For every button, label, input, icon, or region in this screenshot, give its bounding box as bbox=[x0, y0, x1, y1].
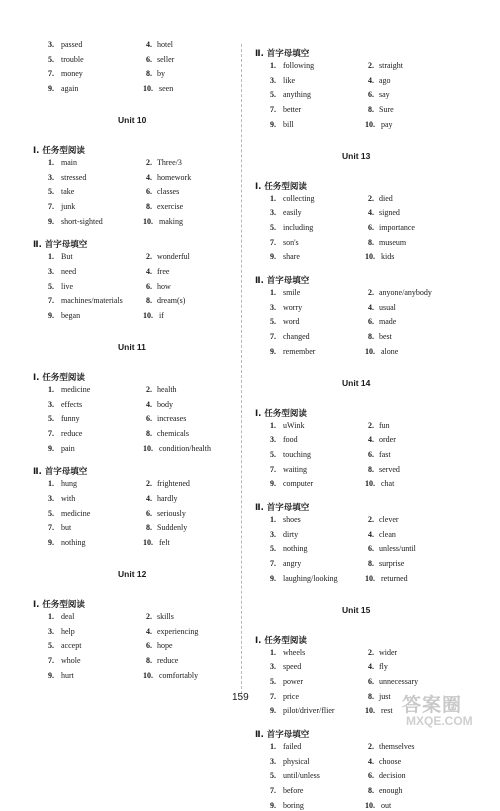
answer-text: rest bbox=[381, 706, 393, 716]
question-number: 9. bbox=[270, 479, 276, 489]
question-number: 7. bbox=[270, 559, 276, 569]
question-number: 5. bbox=[48, 641, 54, 651]
question-number: 8. bbox=[146, 523, 152, 533]
question-number: 3. bbox=[270, 662, 276, 672]
answer-text: remember bbox=[283, 346, 316, 356]
answer-text: speed bbox=[283, 662, 302, 672]
answer-text: felt bbox=[159, 538, 170, 548]
answer-text: exercise bbox=[157, 201, 184, 211]
answer-text: with bbox=[61, 494, 76, 503]
question-number: 1. bbox=[270, 61, 276, 70]
answer-text: returned bbox=[381, 573, 408, 583]
answer-text: until/unless bbox=[283, 771, 320, 781]
question-number: 4. bbox=[146, 494, 152, 503]
question-number: 5. bbox=[48, 281, 54, 291]
question-number: 5. bbox=[270, 317, 276, 327]
question-number: 9. bbox=[48, 670, 54, 680]
question-number: 3. bbox=[270, 756, 276, 766]
question-number: 10. bbox=[365, 252, 375, 262]
answer-text: smile bbox=[283, 288, 301, 297]
answer-text: museum bbox=[379, 237, 407, 247]
answer-text: seller bbox=[157, 54, 175, 64]
question-number: 5. bbox=[270, 90, 276, 100]
answer-text: seriously bbox=[157, 508, 186, 518]
answer-text: need bbox=[61, 267, 77, 276]
answer-text: classes bbox=[157, 187, 180, 197]
answer-text: easily bbox=[283, 208, 302, 218]
question-number: 4. bbox=[368, 529, 374, 539]
question-number: 9. bbox=[48, 84, 54, 94]
answer-text: experiencing bbox=[157, 626, 199, 636]
question-number: 3. bbox=[48, 40, 54, 49]
answer-text: fast bbox=[379, 449, 391, 459]
answer-text: importance bbox=[379, 222, 415, 232]
answer-text: better bbox=[283, 105, 302, 115]
question-number: 3. bbox=[270, 435, 276, 445]
answer-text: fun bbox=[379, 420, 390, 430]
answer-text: nothing bbox=[61, 538, 86, 548]
answer-text: short-sighted bbox=[61, 216, 103, 226]
answer-text: pay bbox=[381, 119, 393, 129]
question-number: 4. bbox=[368, 662, 374, 672]
answer-text: Suddenly bbox=[157, 523, 188, 533]
answer-text: began bbox=[61, 311, 81, 321]
column-divider bbox=[241, 44, 242, 694]
question-number: 5. bbox=[270, 544, 276, 554]
answer-text: frightened bbox=[157, 479, 190, 489]
question-number: 8. bbox=[368, 237, 374, 247]
question-number: 9. bbox=[270, 800, 276, 810]
section-heading: Ⅱ. 首字母填空 bbox=[33, 467, 88, 478]
answer-text: share bbox=[283, 252, 300, 262]
answer-text: decision bbox=[379, 771, 406, 781]
answer-text: unnecessary bbox=[379, 676, 419, 686]
watermark-url: MXQE.COM bbox=[406, 714, 473, 728]
question-number: 1. bbox=[48, 611, 54, 621]
question-number: 9. bbox=[270, 706, 276, 716]
question-number: 4. bbox=[146, 399, 152, 409]
answer-text: effects bbox=[61, 399, 83, 409]
answer-text: clean bbox=[379, 529, 396, 539]
question-number: 9. bbox=[270, 252, 276, 262]
question-number: 3. bbox=[270, 302, 276, 312]
question-number: 2. bbox=[146, 479, 152, 489]
answer-text: themselves bbox=[379, 742, 415, 751]
question-number: 1. bbox=[270, 193, 276, 203]
question-number: 7. bbox=[270, 237, 276, 247]
question-number: 2. bbox=[368, 515, 374, 524]
section-heading: Ⅱ. 首字母填空 bbox=[255, 730, 310, 740]
answer-text: changed bbox=[283, 332, 310, 342]
watermark-logo bbox=[402, 690, 498, 733]
answer-text: fly bbox=[379, 662, 388, 672]
question-number: 6. bbox=[146, 281, 152, 291]
question-number: 5. bbox=[48, 187, 54, 197]
answer-text: condition/health bbox=[159, 443, 211, 453]
answer-text: collecting bbox=[283, 193, 315, 203]
section-heading: Ⅰ. 任务型阅读 bbox=[33, 599, 85, 610]
section-heading: Ⅰ. 任务型阅读 bbox=[255, 635, 307, 646]
answer-text: wider bbox=[379, 647, 398, 657]
answer-text: health bbox=[157, 384, 177, 394]
question-number: 1. bbox=[48, 384, 54, 394]
answer-text: hope bbox=[157, 641, 173, 651]
question-number: 3. bbox=[48, 399, 54, 409]
question-number: 9. bbox=[270, 346, 276, 356]
question-number: 3. bbox=[48, 172, 54, 182]
answer-text: trouble bbox=[61, 54, 84, 64]
answer-text: dirty bbox=[283, 529, 299, 539]
question-number: 4. bbox=[368, 302, 374, 312]
answer-text: money bbox=[61, 69, 83, 79]
answer-text: hung bbox=[61, 479, 77, 489]
answer-text: word bbox=[283, 317, 300, 327]
question-number: 6. bbox=[368, 317, 374, 327]
answer-text: again bbox=[61, 84, 79, 94]
question-number: 7. bbox=[270, 105, 276, 115]
question-number: 9. bbox=[48, 216, 54, 226]
question-number: 5. bbox=[48, 508, 54, 518]
unit-title: Unit 15 bbox=[342, 604, 371, 615]
question-number: 6. bbox=[368, 676, 374, 686]
question-number: 8. bbox=[146, 428, 152, 438]
answer-text: pilot/driver/flier bbox=[283, 706, 335, 716]
question-number: 5. bbox=[270, 449, 276, 459]
answer-text: by bbox=[157, 69, 165, 79]
answer-text: say bbox=[379, 90, 390, 100]
answer-text: enough bbox=[379, 786, 403, 796]
answer-text: making bbox=[159, 216, 183, 226]
answer-text: physical bbox=[283, 756, 310, 766]
answer-text: son's bbox=[283, 237, 299, 247]
answer-text: signed bbox=[379, 208, 400, 218]
answer-text: seen bbox=[159, 84, 174, 94]
answer-text: worry bbox=[283, 302, 303, 312]
answer-text: hardly bbox=[157, 494, 178, 503]
question-number: 3. bbox=[270, 529, 276, 539]
question-number: 4. bbox=[368, 75, 374, 85]
answer-text: angry bbox=[283, 559, 302, 569]
question-number: 1. bbox=[270, 742, 276, 751]
answer-text: shoes bbox=[283, 515, 301, 524]
question-number: 2. bbox=[146, 252, 152, 262]
question-number: 6. bbox=[368, 90, 374, 100]
answer-text: but bbox=[61, 523, 72, 533]
question-number: 10. bbox=[365, 800, 375, 810]
answer-text: take bbox=[61, 187, 75, 197]
answer-text: made bbox=[379, 317, 397, 327]
question-number: 1. bbox=[270, 647, 276, 657]
unit-title: Unit 14 bbox=[342, 377, 371, 388]
question-number: 8. bbox=[146, 201, 152, 211]
question-number: 6. bbox=[368, 771, 374, 781]
answer-text: laughing/looking bbox=[283, 573, 338, 583]
question-number: 1. bbox=[48, 479, 54, 489]
answer-text: nothing bbox=[283, 544, 308, 554]
section-heading: Ⅱ. 首字母填空 bbox=[255, 49, 310, 59]
answer-text: passed bbox=[61, 40, 83, 49]
section-heading: Ⅰ. 任务型阅读 bbox=[33, 372, 85, 383]
answer-text: like bbox=[283, 75, 295, 85]
answer-text: help bbox=[61, 626, 75, 636]
answer-text: alone bbox=[381, 346, 399, 356]
answer-text: stressed bbox=[61, 172, 87, 182]
answer-text: reduce bbox=[61, 428, 83, 438]
answer-text: free bbox=[157, 267, 170, 276]
answer-text: died bbox=[379, 193, 393, 203]
question-number: 8. bbox=[368, 332, 374, 342]
section-heading: Ⅱ. 首字母填空 bbox=[255, 503, 310, 513]
question-number: 2. bbox=[368, 288, 374, 297]
answer-text: how bbox=[157, 281, 171, 291]
section-heading: Ⅰ. 任务型阅读 bbox=[33, 145, 85, 156]
question-number: 1. bbox=[48, 157, 54, 167]
question-number: 10. bbox=[143, 670, 153, 680]
question-number: 4. bbox=[146, 626, 152, 636]
question-number: 5. bbox=[48, 54, 54, 64]
question-number: 2. bbox=[146, 157, 152, 167]
question-number: 4. bbox=[368, 435, 374, 445]
question-number: 10. bbox=[143, 538, 153, 548]
answer-text: increases bbox=[157, 414, 187, 424]
answer-text: choose bbox=[379, 756, 402, 766]
answer-text: before bbox=[283, 786, 304, 796]
answer-text: computer bbox=[283, 479, 314, 489]
answer-text: chat bbox=[381, 479, 395, 489]
question-number: 8. bbox=[368, 691, 374, 701]
section-heading: Ⅱ. 首字母填空 bbox=[255, 276, 310, 286]
answer-text: out bbox=[381, 800, 392, 810]
question-number: 1. bbox=[270, 420, 276, 430]
answer-text: pain bbox=[61, 443, 75, 453]
answer-text: But bbox=[61, 252, 73, 262]
question-number: 6. bbox=[368, 222, 374, 232]
answer-text: wheels bbox=[283, 647, 306, 657]
answer-text: Sure bbox=[379, 105, 394, 115]
unit-title: Unit 11 bbox=[118, 341, 146, 352]
answer-text: usual bbox=[379, 302, 396, 312]
answer-text: clever bbox=[379, 515, 399, 524]
answer-text: surprise bbox=[379, 559, 405, 569]
answer-text: hotel bbox=[157, 40, 173, 49]
question-number: 6. bbox=[146, 641, 152, 651]
answer-text: kids bbox=[381, 252, 395, 262]
answer-text: unless/until bbox=[379, 544, 416, 554]
answer-text: touching bbox=[283, 449, 311, 459]
answer-text: uWink bbox=[283, 420, 305, 430]
question-number: 7. bbox=[270, 332, 276, 342]
question-number: 6. bbox=[146, 187, 152, 197]
question-number: 8. bbox=[368, 559, 374, 569]
question-number: 6. bbox=[368, 544, 374, 554]
answer-text: skills bbox=[157, 611, 174, 621]
question-number: 4. bbox=[368, 208, 374, 218]
question-number: 2. bbox=[368, 647, 374, 657]
question-number: 3. bbox=[48, 267, 54, 276]
question-number: 4. bbox=[146, 267, 152, 276]
question-number: 10. bbox=[143, 84, 153, 94]
question-number: 7. bbox=[48, 69, 54, 79]
question-number: 9. bbox=[270, 573, 276, 583]
answer-text: price bbox=[283, 691, 299, 701]
question-number: 3. bbox=[270, 208, 276, 218]
question-number: 10. bbox=[365, 573, 375, 583]
question-number: 7. bbox=[48, 523, 54, 533]
answer-text: junk bbox=[61, 201, 76, 211]
question-number: 1. bbox=[48, 252, 54, 262]
section-heading: Ⅰ. 任务型阅读 bbox=[255, 181, 307, 192]
question-number: 3. bbox=[48, 626, 54, 636]
answer-text: whole bbox=[61, 655, 81, 665]
answer-text: wonderful bbox=[157, 252, 190, 262]
answer-text: live bbox=[61, 281, 73, 291]
question-number: 7. bbox=[270, 786, 276, 796]
answer-text: reduce bbox=[157, 655, 179, 665]
question-number: 6. bbox=[146, 414, 152, 424]
question-number: 10. bbox=[143, 443, 153, 453]
question-number: 10. bbox=[143, 311, 153, 321]
question-number: 2. bbox=[146, 384, 152, 394]
answer-text: best bbox=[379, 332, 392, 342]
answer-text: hurt bbox=[61, 670, 74, 680]
answer-text: boring bbox=[283, 800, 304, 810]
question-number: 8. bbox=[146, 69, 152, 79]
answer-text: served bbox=[379, 464, 400, 474]
question-number: 2. bbox=[368, 61, 374, 70]
question-number: 10. bbox=[365, 119, 375, 129]
unit-title: Unit 13 bbox=[342, 150, 371, 161]
question-number: 8. bbox=[146, 296, 152, 306]
section-heading: Ⅱ. 首字母填空 bbox=[33, 240, 88, 251]
answer-text: funny bbox=[61, 414, 80, 424]
question-number: 5. bbox=[270, 771, 276, 781]
question-number: 7. bbox=[48, 296, 54, 306]
question-number: 3. bbox=[270, 75, 276, 85]
answer-text: failed bbox=[283, 742, 302, 751]
answer-text: body bbox=[157, 399, 173, 409]
answer-text: machines/materials bbox=[61, 296, 123, 306]
question-number: 1. bbox=[270, 515, 276, 524]
answer-text: following bbox=[283, 61, 315, 70]
question-number: 8. bbox=[368, 464, 374, 474]
answer-text: just bbox=[379, 691, 391, 701]
answer-text: medicine bbox=[61, 508, 91, 518]
question-number: 9. bbox=[48, 443, 54, 453]
answer-text: order bbox=[379, 435, 396, 445]
question-number: 6. bbox=[368, 449, 374, 459]
question-number: 7. bbox=[48, 201, 54, 211]
question-number: 5. bbox=[48, 414, 54, 424]
answer-text: Three/3 bbox=[157, 157, 182, 167]
question-number: 10. bbox=[365, 706, 375, 716]
question-number: 8. bbox=[368, 786, 374, 796]
answer-text: power bbox=[283, 676, 303, 686]
answer-text: dream(s) bbox=[157, 296, 186, 306]
answer-text: main bbox=[61, 157, 77, 167]
question-number: 2. bbox=[368, 420, 374, 430]
question-number: 10. bbox=[365, 479, 375, 489]
answer-text: medicine bbox=[61, 384, 91, 394]
question-number: 7. bbox=[270, 464, 276, 474]
question-number: 1. bbox=[270, 288, 276, 297]
answer-text: straight bbox=[379, 61, 403, 70]
answer-text: anyone/anybody bbox=[379, 288, 432, 297]
answer-text: food bbox=[283, 435, 298, 445]
question-number: 5. bbox=[270, 676, 276, 686]
question-number: 4. bbox=[146, 40, 152, 49]
answer-text: chemicals bbox=[157, 428, 189, 438]
question-number: 7. bbox=[48, 655, 54, 665]
page-number: 159 bbox=[232, 692, 249, 703]
question-number: 6. bbox=[146, 54, 152, 64]
question-number: 8. bbox=[146, 655, 152, 665]
answer-text: deal bbox=[61, 611, 75, 621]
question-number: 9. bbox=[270, 119, 276, 129]
answer-text: if bbox=[159, 311, 164, 321]
answer-text: anything bbox=[283, 90, 311, 100]
question-number: 10. bbox=[143, 216, 153, 226]
answer-text: comfortably bbox=[159, 670, 199, 680]
answer-text: bill bbox=[283, 119, 294, 129]
answer-text: homework bbox=[157, 172, 192, 182]
question-number: 5. bbox=[270, 222, 276, 232]
unit-title: Unit 12 bbox=[118, 568, 147, 579]
answer-text: including bbox=[283, 222, 314, 232]
question-number: 3. bbox=[48, 494, 54, 503]
question-number: 7. bbox=[270, 691, 276, 701]
question-number: 2. bbox=[146, 611, 152, 621]
answer-text: accept bbox=[61, 641, 82, 651]
question-number: 9. bbox=[48, 538, 54, 548]
question-number: 8. bbox=[368, 105, 374, 115]
question-number: 4. bbox=[146, 172, 152, 182]
question-number: 2. bbox=[368, 742, 374, 751]
question-number: 6. bbox=[146, 508, 152, 518]
question-number: 7. bbox=[48, 428, 54, 438]
section-heading: Ⅰ. 任务型阅读 bbox=[255, 408, 307, 419]
unit-title: Unit 10 bbox=[118, 114, 147, 125]
question-number: 10. bbox=[365, 346, 375, 356]
question-number: 9. bbox=[48, 311, 54, 321]
watermark-logo-text: 答案圈 bbox=[402, 694, 463, 716]
question-number: 4. bbox=[368, 756, 374, 766]
answer-text: ago bbox=[379, 75, 391, 85]
question-number: 2. bbox=[368, 193, 374, 203]
answer-text: waiting bbox=[283, 464, 307, 474]
